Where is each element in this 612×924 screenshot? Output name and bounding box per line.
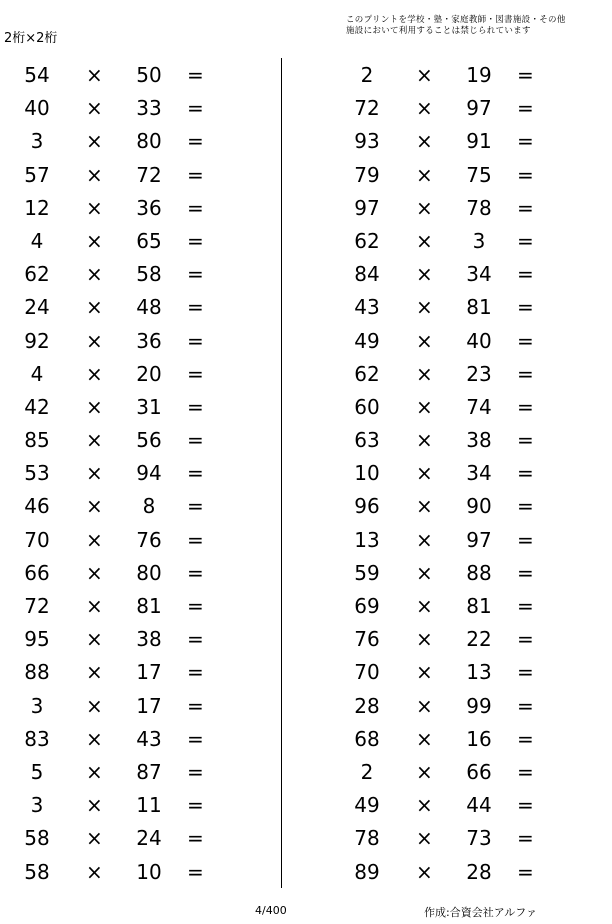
problem-row [330,223,590,256]
equals-sign: = [517,195,534,220]
problem-row [330,522,590,555]
equals-sign: = [187,494,204,519]
operand-a: 3 [30,793,44,818]
operand-b: 31 [136,394,162,419]
operand-b: 65 [136,228,162,253]
operand-a: 62 [354,361,380,386]
problem-row [330,455,590,488]
times-sign: × [86,693,103,718]
operand-a: 97 [354,195,380,220]
times-sign: × [86,660,103,685]
times-sign: × [86,295,103,320]
equals-sign: = [187,428,204,453]
times-sign: × [416,793,433,818]
times-sign: × [416,228,433,253]
operand-a: 63 [354,428,380,453]
times-sign: × [416,162,433,187]
operand-b: 80 [136,560,162,585]
equals-sign: = [187,295,204,320]
operand-b: 17 [136,660,162,685]
operand-a: 5 [30,759,44,784]
problem-row [330,588,590,621]
operand-a: 70 [354,660,380,685]
problem-row [330,754,590,787]
times-sign: × [416,129,433,154]
equals-sign: = [517,361,534,386]
operand-b: 87 [136,759,162,784]
times-sign: × [416,594,433,618]
times-sign: × [416,262,433,287]
operand-a: 69 [354,594,380,618]
operand-a: 70 [24,527,50,552]
operand-b: 94 [136,461,162,486]
equals-sign: = [517,63,534,87]
problem-row [0,522,260,555]
equals-sign: = [187,63,204,87]
times-sign: × [86,826,103,851]
equals-sign: = [517,162,534,187]
equals-sign: = [187,361,204,386]
equals-sign: = [517,660,534,685]
operand-a: 66 [24,560,50,585]
operand-a: 49 [354,328,380,353]
operand-b: 33 [136,96,162,121]
problem-row [330,621,590,654]
problem-row [330,356,590,389]
problem-row [0,90,260,123]
problem-row [330,422,590,455]
equals-sign: = [517,494,534,519]
problem-row [330,190,590,223]
operand-a: 93 [354,129,380,154]
equals-sign: = [517,594,534,618]
operand-b: 19 [466,63,492,87]
operand-a: 72 [24,594,50,618]
operand-a: 4 [30,361,44,386]
times-sign: × [86,162,103,187]
problem-row [0,422,260,455]
operand-b: 74 [466,394,492,419]
operand-b: 75 [466,162,492,187]
operand-a: 24 [24,295,50,320]
operand-a: 2 [360,63,374,87]
operand-b: 16 [466,726,492,751]
problem-row [0,688,260,721]
operand-a: 58 [24,826,50,851]
operand-a: 95 [24,627,50,652]
times-sign: × [416,693,433,718]
operand-a: 72 [354,96,380,121]
problem-row [0,223,260,256]
times-sign: × [86,228,103,253]
problem-row [330,488,590,521]
equals-sign: = [517,693,534,718]
problem-row [330,389,590,422]
times-sign: × [416,726,433,751]
equals-sign: = [187,328,204,353]
operand-b: 72 [136,162,162,187]
operand-b: 36 [136,195,162,220]
times-sign: × [416,461,433,486]
equals-sign: = [517,759,534,784]
times-sign: × [86,361,103,386]
equals-sign: = [187,826,204,851]
usage-notice-line: このプリントを学校・塾・家庭教師・図書施設・その他 [346,15,566,25]
problem-row [330,555,590,588]
problem-row [0,389,260,422]
times-sign: × [416,494,433,519]
operand-b: 43 [136,726,162,751]
equals-sign: = [187,859,204,884]
operand-a: 68 [354,726,380,751]
equals-sign: = [517,428,534,453]
operand-b: 56 [136,428,162,453]
problem-row [0,256,260,289]
equals-sign: = [187,660,204,685]
equals-sign: = [187,162,204,187]
operand-a: 88 [24,660,50,685]
times-sign: × [86,759,103,784]
equals-sign: = [517,129,534,154]
problem-row [330,289,590,322]
problem-row [0,555,260,588]
times-sign: × [86,726,103,751]
times-sign: × [86,594,103,618]
operand-b: 36 [136,328,162,353]
times-sign: × [416,660,433,685]
operand-a: 89 [354,859,380,884]
equals-sign: = [187,394,204,419]
problem-row [0,488,260,521]
page-number: 4/400 [255,904,287,917]
equals-sign: = [517,793,534,818]
problem-row [330,654,590,687]
times-sign: × [416,560,433,585]
operand-a: 4 [30,228,44,253]
times-sign: × [416,295,433,320]
times-sign: × [86,494,103,519]
times-sign: × [86,129,103,154]
operand-b: 97 [466,527,492,552]
problem-row [330,721,590,754]
operand-b: 81 [466,594,492,618]
equals-sign: = [187,461,204,486]
operand-b: 76 [136,527,162,552]
problem-row [0,588,260,621]
equals-sign: = [187,759,204,784]
operand-a: 54 [24,63,50,87]
operand-b: 3 [472,228,486,253]
operand-a: 62 [24,262,50,287]
operand-b: 50 [136,63,162,87]
problem-row [0,57,260,90]
problem-row [0,356,260,389]
times-sign: × [416,96,433,121]
operand-b: 91 [466,129,492,154]
times-sign: × [86,394,103,419]
times-sign: × [86,428,103,453]
times-sign: × [86,627,103,652]
problem-row [0,754,260,787]
operand-a: 76 [354,627,380,652]
equals-sign: = [517,394,534,419]
operand-b: 88 [466,560,492,585]
operand-a: 57 [24,162,50,187]
problem-row [0,621,260,654]
operand-b: 38 [466,428,492,453]
times-sign: × [86,527,103,552]
operand-b: 34 [466,262,492,287]
operand-b: 40 [466,328,492,353]
operand-b: 48 [136,295,162,320]
operand-b: 73 [466,826,492,851]
times-sign: × [86,328,103,353]
equals-sign: = [517,295,534,320]
equals-sign: = [517,527,534,552]
operand-a: 40 [24,96,50,121]
equals-sign: = [517,726,534,751]
operand-a: 83 [24,726,50,751]
operand-a: 2 [360,759,374,784]
column-divider [281,58,282,888]
equals-sign: = [187,693,204,718]
problem-row [330,688,590,721]
problem-column-right [330,57,590,887]
problem-row [0,721,260,754]
times-sign: × [86,859,103,884]
problem-row [330,323,590,356]
author-credit: 作成:合資会社アルファ [424,906,538,919]
operand-b: 81 [136,594,162,618]
operand-a: 49 [354,793,380,818]
operand-b: 20 [136,361,162,386]
operand-b: 90 [466,494,492,519]
operand-a: 3 [30,129,44,154]
operand-b: 10 [136,859,162,884]
operand-b: 23 [466,361,492,386]
times-sign: × [416,859,433,884]
problem-row [330,256,590,289]
problem-row [0,289,260,322]
operand-b: 66 [466,759,492,784]
times-sign: × [416,527,433,552]
equals-sign: = [187,262,204,287]
problem-row [0,654,260,687]
equals-sign: = [517,228,534,253]
usage-notice [346,15,566,37]
problem-row [330,57,590,90]
operand-a: 78 [354,826,380,851]
problem-row [0,123,260,156]
operand-b: 80 [136,129,162,154]
problem-row [330,123,590,156]
problem-row [330,787,590,820]
operand-a: 84 [354,262,380,287]
operand-b: 97 [466,96,492,121]
operand-a: 53 [24,461,50,486]
equals-sign: = [517,826,534,851]
operand-a: 46 [24,494,50,519]
operand-b: 58 [136,262,162,287]
operand-a: 10 [354,461,380,486]
equals-sign: = [517,461,534,486]
operand-b: 24 [136,826,162,851]
operand-b: 81 [466,295,492,320]
equals-sign: = [517,262,534,287]
operand-a: 60 [354,394,380,419]
problem-row [0,820,260,853]
equals-sign: = [187,228,204,253]
times-sign: × [416,361,433,386]
usage-notice-line: 施設において利用することは禁じられています [346,26,531,36]
operand-b: 11 [136,793,162,818]
times-sign: × [86,63,103,87]
operand-a: 42 [24,394,50,419]
equals-sign: = [187,594,204,618]
operand-b: 99 [466,693,492,718]
equals-sign: = [187,527,204,552]
operand-b: 44 [466,793,492,818]
operand-a: 12 [24,195,50,220]
operand-b: 8 [142,494,156,519]
problem-row [0,190,260,223]
times-sign: × [416,627,433,652]
problem-row [330,820,590,853]
operand-b: 22 [466,627,492,652]
times-sign: × [416,759,433,784]
equals-sign: = [187,793,204,818]
problem-row [330,157,590,190]
operand-a: 59 [354,560,380,585]
equals-sign: = [517,560,534,585]
times-sign: × [86,262,103,287]
equals-sign: = [187,129,204,154]
times-sign: × [86,560,103,585]
operand-a: 13 [354,527,380,552]
problem-column-left [0,57,260,887]
operand-a: 3 [30,693,44,718]
problem-row [0,157,260,190]
operand-b: 28 [466,859,492,884]
equals-sign: = [187,195,204,220]
equals-sign: = [517,328,534,353]
problem-row [0,854,260,887]
times-sign: × [416,826,433,851]
equals-sign: = [187,627,204,652]
operand-b: 38 [136,627,162,652]
problem-row [0,455,260,488]
problem-row [0,787,260,820]
times-sign: × [86,195,103,220]
equals-sign: = [187,560,204,585]
operand-a: 28 [354,693,380,718]
operand-a: 62 [354,228,380,253]
problem-row [0,323,260,356]
operand-a: 58 [24,859,50,884]
equals-sign: = [517,859,534,884]
operand-b: 13 [466,660,492,685]
times-sign: × [86,793,103,818]
equals-sign: = [517,96,534,121]
times-sign: × [86,96,103,121]
times-sign: × [416,63,433,87]
worksheet-title: 2桁×2桁 [4,31,58,46]
times-sign: × [416,328,433,353]
times-sign: × [416,195,433,220]
operand-b: 17 [136,693,162,718]
equals-sign: = [517,627,534,652]
times-sign: × [86,461,103,486]
operand-a: 92 [24,328,50,353]
problem-row [330,90,590,123]
problem-row [330,854,590,887]
times-sign: × [416,394,433,419]
operand-a: 85 [24,428,50,453]
equals-sign: = [187,726,204,751]
operand-a: 79 [354,162,380,187]
times-sign: × [416,428,433,453]
operand-b: 78 [466,195,492,220]
operand-a: 43 [354,295,380,320]
equals-sign: = [187,96,204,121]
operand-b: 34 [466,461,492,486]
operand-a: 96 [354,494,380,519]
